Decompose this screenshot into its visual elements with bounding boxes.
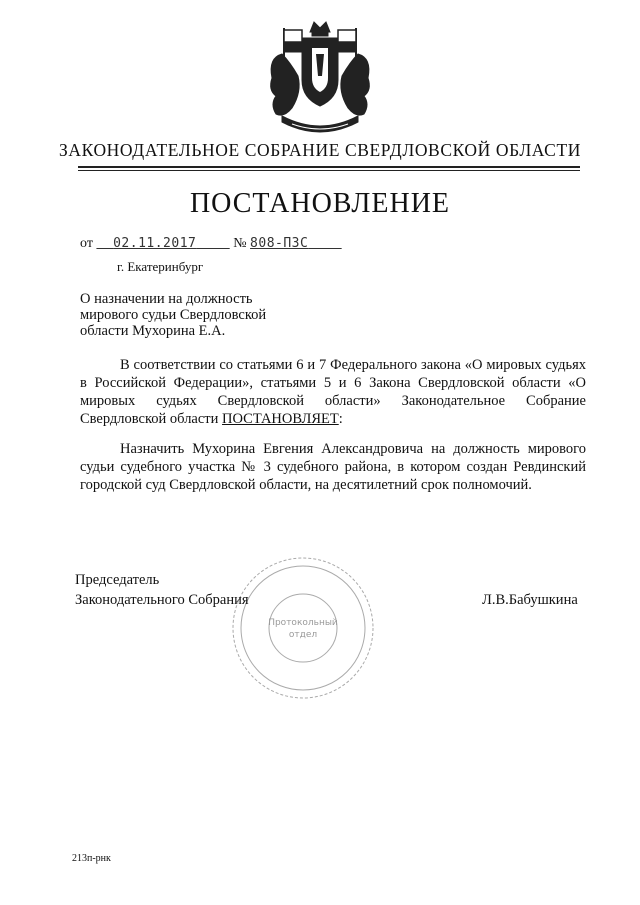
header-rule-thin (78, 170, 580, 171)
signatory-title-line: Председатель (75, 572, 160, 588)
stamp-text-line: отдел (288, 630, 318, 640)
coat-of-arms-icon (262, 18, 378, 140)
number-prefix: № (233, 236, 247, 251)
subject-line: области Мухорина Е.А. (80, 323, 226, 339)
subject-line: О назначении на должность (80, 291, 253, 307)
signatory-title (75, 570, 249, 610)
document-date: 02.11.2017 (113, 236, 197, 251)
operative-paragraph: Назначить Мухорина Евгения Александровича на должность мирового судьи судебного участка № 3 судебного района, в котором создан Ревдинский городской суд Свердловской области, на десятилетний срок полномочий. (80, 441, 586, 493)
signatory-name: Л.В.Бабушкина (482, 592, 578, 608)
document-code: 213п-рнк (72, 853, 111, 864)
resolution-body (80, 356, 586, 506)
stamp-text-line: Протокольный (268, 618, 338, 628)
signatory-title-line: Законодательного Собрания (75, 592, 249, 608)
subject-heading (80, 291, 266, 339)
date-prefix: от (80, 236, 93, 251)
document-type-title: ПОСТАНОВЛЕНИЕ (189, 188, 451, 219)
document-number: 808-ПЗС (250, 236, 309, 251)
subject-line: мирового судьи Свердловской (80, 307, 267, 323)
preamble-paragraph: В соответствии со статьями 6 и 7 Федерального закона «О мировых судьях в Российской Федерации», статьями 5 и 6 Закона Свердловской области «О мировых судьях Свердловской области» Законодательное Собрание Свердловской области ПОСТАНОВЛЯЕТ: (80, 357, 586, 427)
resolves-keyword: ПОСТАНОВЛЯЕТ (222, 411, 339, 427)
date-number-line (80, 236, 342, 252)
city: г. Екатеринбург (117, 259, 204, 274)
organization-name: ЗАКОНОДАТЕЛЬНОЕ СОБРАНИЕ СВЕРДЛОВСКОЙ ОБЛАСТИ (59, 140, 581, 160)
round-seal-stamp (228, 553, 378, 703)
header-rule-thick (78, 166, 580, 168)
